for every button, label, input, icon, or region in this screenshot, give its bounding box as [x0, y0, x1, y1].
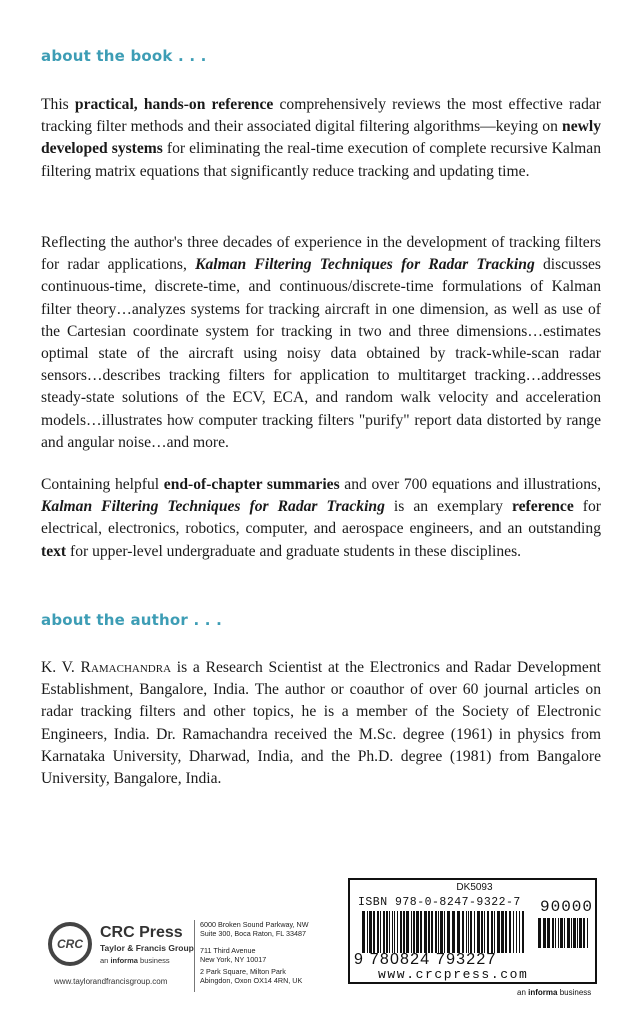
- publisher-name: CRC Press: [100, 924, 183, 941]
- barcode-box: [348, 878, 597, 984]
- address-new-york: 711 Third Avenue New York, NY 10017: [200, 946, 267, 964]
- barcode-digits: 9 780824 793227: [354, 951, 497, 968]
- isbn-barcode-image: [362, 911, 524, 953]
- author-paragraph: K. V. Ramachandra is a Research Scientist at the Electronics and Radar Development Establishment, Bangalore, India. The author or coauthor of over 60 journal articles on radar tracking filters and other topics, he is a member of the Society of Electronic Engineers, India. Dr. Ramachandra received the M.Sc. degree (1961) in physics from Karnataka University, Dharwad, India, and the Ph.D. degree (1981) from Bangalore University, Bangalore, India.: [41, 659, 601, 788]
- catalog-code: DK5093: [456, 882, 493, 893]
- publisher-website: www.taylorandfrancisgroup.com: [54, 977, 168, 986]
- author-section-heading: about the author . . .: [41, 611, 222, 629]
- address-uk: 2 Park Square, Milton Park Abingdon, Oxon OX14 4RN, UK: [200, 967, 303, 985]
- crcpress-website: www.crcpress.com: [378, 967, 529, 982]
- publisher-tagline: an informa business: [100, 956, 170, 965]
- book-section-heading: about the book . . .: [41, 47, 207, 65]
- informa-business-mark: an informa business: [517, 988, 592, 997]
- price-barcode-image: [538, 918, 590, 948]
- isbn-text: ISBN 978-0-8247-9322-7: [358, 896, 521, 909]
- logo-text: CRC: [57, 937, 83, 951]
- crc-press-logo-icon: [48, 922, 92, 966]
- address-florida: 6000 Broken Sound Parkway, NW Suite 300, Boca Raton, FL 33487: [200, 920, 309, 938]
- price-code: 90000: [540, 898, 594, 916]
- book-paragraph-1: This practical, hands-on reference comprehensively reviews the most effective radar tracking filter methods and their associated digital filtering algorithms—keying on newly developed systems for eliminating the real-time execution of complete recursive Kalman filtering matrix equations that significantly reduce tracking and updating time.: [41, 96, 601, 180]
- divider: [194, 920, 195, 992]
- author-name: K. V. Ramachandra: [41, 659, 172, 676]
- book-paragraph-3: Containing helpful end-of-chapter summaries and over 700 equations and illustrations, Kalman Filtering Techniques for Radar Tracking is an exemplary reference for electrical, electronics, robotics, computer, and aerospace engineers, and an outstanding text for upper-level undergraduate and graduate students in these disciplines.: [41, 476, 601, 560]
- publisher-group: Taylor & Francis Group: [100, 943, 194, 953]
- book-paragraph-2: Reflecting the author's three decades of experience in the development of tracking filters for radar applications, Kalman Filtering Techniques for Radar Tracking discusses continuous-time, discrete-time, and continuous/discrete-time formulations of Kalman filter theory…analyzes systems for tracking aircraft in one dimension, as well as use of the Cartesian coordinate system for tracking in two and three dimensions…estimates optimal state of the aircraft using noisy data obtained by track-while-scan radar sensors…describes tracking filters for application to multitarget tracking…addresses steady-state solutions of the ECV, ECA, and random walk velocity and acceleration models…illustrates how computer tracking filters "purify" report data distorted by range and angular noise…and more.: [41, 234, 601, 451]
